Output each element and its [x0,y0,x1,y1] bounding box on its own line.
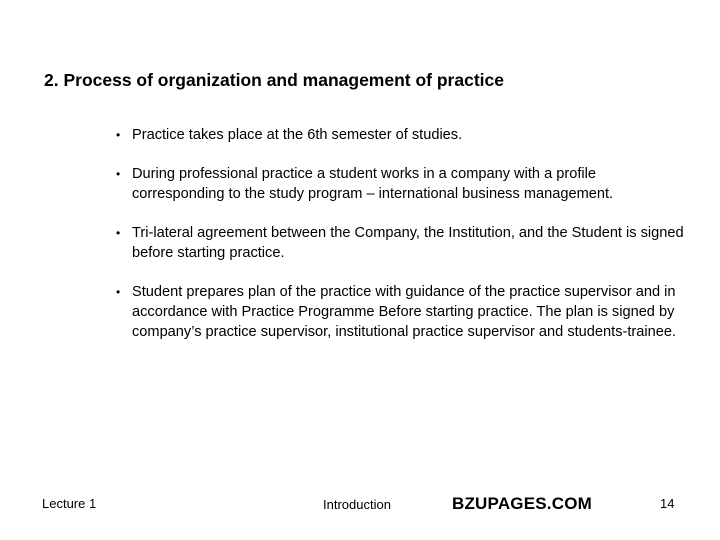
bullet-text: During professional practice a student works in a company with a profile corresponding to the study program – international business management. [132,166,614,202]
bullet-icon: • [116,167,121,181]
footer-lecture-label: Lecture 1 [42,496,97,511]
bullet-icon: • [116,285,121,299]
bullet-text: Student prepares plan of the practice with guidance of the practice supervisor and in accordance with Practice Programme Before starting practice. The plan is signed by company’s practice supervisor, institutional practice supervisor and students-trainee. [132,284,677,340]
slide-title: 2. Process of organization and management of practice [44,70,504,90]
bullet-list [116,125,686,361]
bullet-item [116,125,686,145]
bullet-text: Tri-lateral agreement between the Company, the Institution, and the Student is signed before starting practice. [132,225,684,261]
bullet-text: Practice takes place at the 6th semester of studies. [132,127,463,143]
bullet-item [116,282,686,342]
bullet-icon: • [116,128,121,142]
bullet-item [116,164,686,204]
page-number: 14 [660,496,675,511]
footer-brand-logo: BZUPAGES.COM [452,494,592,513]
bullet-icon: • [116,226,121,240]
bullet-item [116,223,686,263]
footer-section-label: Introduction [323,497,391,512]
